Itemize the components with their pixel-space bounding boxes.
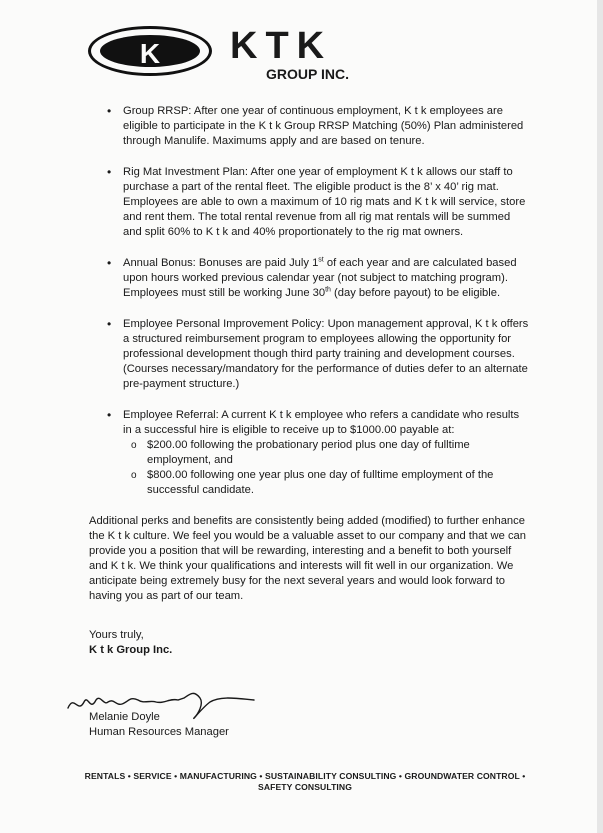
benefit-text: Employee Personal Improvement Policy: Upon management approval, K t k offers a structured reimbursement program to employees allowing the opportunity for professional development though third party training and development courses. (Courses necessary/mandatory for the performance of duties defer to an alternate pre-payment structure.): [123, 318, 529, 390]
benefit-text-part: of each year and are calculated based upon hours worked previous calendar year (not subject to matching program). Employees must still be working June 30: [123, 257, 517, 299]
benefit-text-part: Annual Bonus: Bonuses are paid July 1: [123, 257, 319, 269]
superscript: st: [318, 256, 324, 264]
logo-subtitle: GROUP INC.: [266, 66, 349, 82]
letter-body: [89, 104, 529, 658]
closing-paragraph: Additional perks and benefits are consistently being added (modified) to further enhance the K t k culture. We feel you would be a valuable asset to our company and that we can provide you a position that will be rewarding, interesting and a benefit to both yourself and K t k. We think your qualifications and interests will fit well in our organization. We anticipate being extremely busy for the next several years and would look forward to having you as part of our team.: [89, 515, 526, 602]
logo-mark: [88, 26, 212, 76]
company-name: K t k Group Inc.: [89, 644, 173, 656]
closing-block: [89, 628, 529, 658]
logo-mark-letter: K: [139, 38, 161, 69]
benefit-text-part: (day before payout) to be eligible.: [330, 287, 501, 299]
logo-name: KTK: [230, 25, 333, 67]
benefit-personal-improvement: [89, 317, 529, 392]
benefits-list: [89, 104, 529, 498]
benefit-rig-mat: [89, 165, 529, 240]
benefit-annual-bonus: [89, 256, 529, 301]
benefit-employee-referral: [89, 408, 529, 498]
signatory-name: Melanie Doyle: [89, 711, 160, 723]
referral-payment-item: o $200.00 following the probationary period plus one day of fulltime employment, and: [123, 438, 529, 468]
logo-mark-inner: [100, 35, 200, 67]
signatory-title: Human Resources Manager: [89, 726, 229, 738]
superscript: th: [325, 286, 331, 294]
signatory: [89, 710, 229, 740]
scan-edge: [597, 0, 603, 833]
referral-payments-list: [123, 438, 529, 498]
benefit-text: Employee Referral: A current K t k employee who refers a candidate who results in a successful hire is eligible to receive up to $1000.00 payable at:: [123, 409, 520, 436]
company-logo: [88, 24, 388, 86]
salutation: Yours truly,: [89, 629, 144, 641]
referral-payment-item: o $800.00 following one year plus one day of fulltime employment of the successful candidate.: [123, 468, 529, 498]
footer-services: RENTALS • SERVICE • MANUFACTURING • SUSTAINABILITY CONSULTING • GROUNDWATER CONTROL • SAFETY CONSULTING: [84, 771, 526, 792]
benefit-text: Rig Mat Investment Plan: After one year of employment K t k allows our staff to purchase a part of the rental fleet. The eligible product is the 8’ x 40’ rig mat. Employees are able to own a maximum of 10 rig mats and K t k will service, store and rent them. The total rental revenue from all rig mat rentals will be summed and split 60% to K t k and 40% proportionately to the rig mat owners.: [123, 166, 526, 238]
benefit-text: Group RRSP: After one year of continuous employment, K t k employees are eligible to participate in the K t k Group RRSP Matching (50%) Plan administered through Manulife. Maximums apply and are based on tenure.: [123, 105, 524, 147]
benefit-group-rrsp: [89, 104, 529, 149]
